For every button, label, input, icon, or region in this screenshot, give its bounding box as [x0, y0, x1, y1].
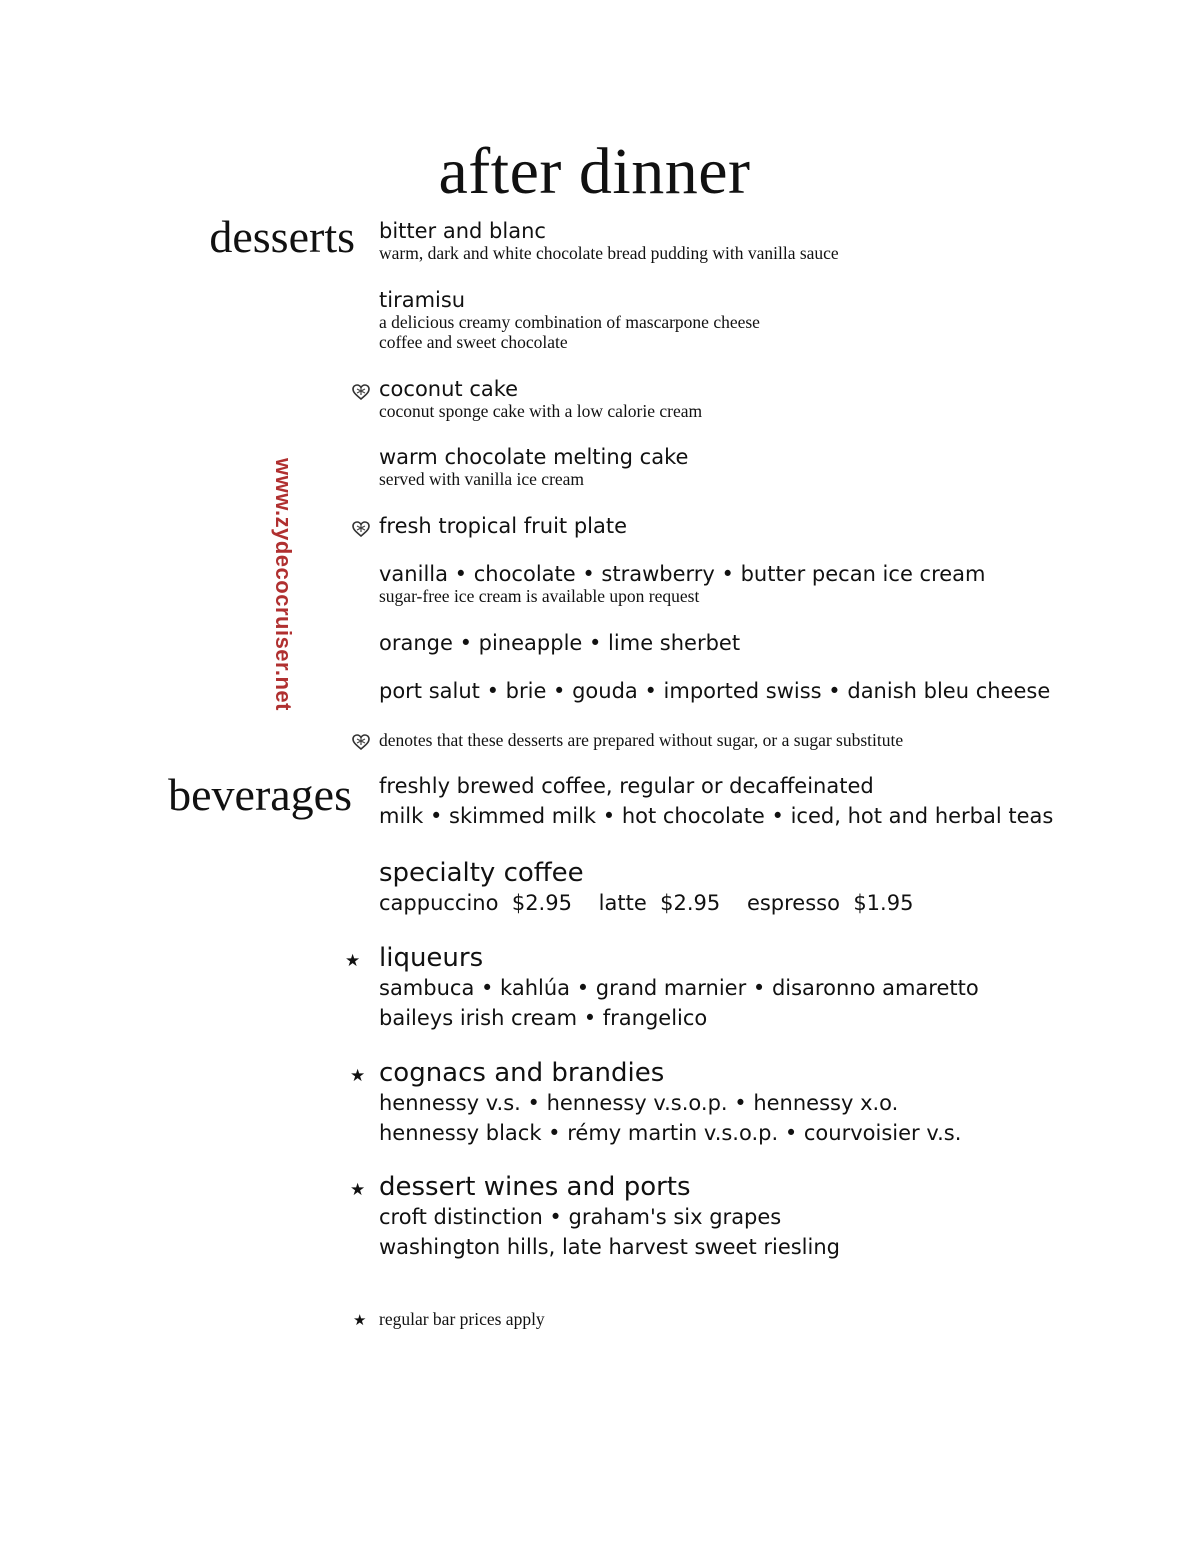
- desserts-footnote: denotes that these desserts are prepared without sugar, or a sugar substitute: [379, 730, 904, 750]
- beverage-line: sambuca • kahlúa • grand marnier • disaronno amaretto: [379, 976, 979, 1000]
- dessert-item: [379, 377, 702, 421]
- dessert-name: warm chocolate melting cake: [379, 445, 689, 469]
- dessert-name: fresh tropical fruit plate: [379, 514, 628, 538]
- beverage-group: [379, 943, 979, 1033]
- coffee-price: $2.95: [660, 891, 721, 915]
- dessert-item: [379, 562, 986, 606]
- coffee-name: cappuccino: [379, 891, 499, 915]
- specialty-coffee-prices: [379, 888, 913, 918]
- beverage-line: croft distinction • graham's six grapes: [379, 1205, 782, 1229]
- beverage-line: washington hills, late harvest sweet riesling: [379, 1235, 840, 1259]
- beverages-footnote: regular bar prices apply: [379, 1309, 545, 1329]
- page-title: after dinner: [438, 135, 751, 208]
- dessert-description: served with vanilla ice cream: [379, 469, 585, 489]
- dessert-item: [379, 445, 688, 489]
- dessert-description: a delicious creamy combination of mascarpone cheese: [379, 312, 760, 332]
- heart-icon: [352, 734, 370, 750]
- beverage-group-heading: liqueurs: [379, 943, 484, 973]
- beverage-line: milk • skimmed milk • hot chocolate • iced, hot and herbal teas: [379, 804, 1054, 828]
- dessert-name: vanilla • chocolate • strawberry • butter pecan ice cream: [379, 562, 986, 586]
- star-icon: ★: [350, 1180, 366, 1200]
- coffee-price: $2.95: [511, 891, 572, 915]
- star-icon: ★: [345, 951, 361, 971]
- specialty-coffee-heading: specialty coffee: [379, 858, 584, 888]
- beverage-line: hennessy black • rémy martin v.s.o.p. • courvoisier v.s.: [379, 1121, 962, 1145]
- beverage-group: [379, 1058, 961, 1148]
- dessert-item: [379, 679, 1050, 703]
- specialty-coffee: [379, 858, 913, 918]
- dessert-item: [379, 219, 839, 263]
- dessert-name: coconut cake: [379, 377, 519, 401]
- dessert-name: bitter and blanc: [379, 219, 546, 243]
- watermark: www.zydecocruiser.net: [271, 458, 296, 711]
- beverage-group-heading: cognacs and brandies: [379, 1058, 665, 1088]
- coffee-price: $1.95: [853, 891, 914, 915]
- coffee-name: latte: [598, 891, 647, 915]
- beverage-group: [379, 1172, 840, 1262]
- star-icon: ★: [353, 1311, 367, 1329]
- dessert-name: orange • pineapple • lime sherbet: [379, 631, 741, 655]
- dessert-item: [379, 288, 760, 352]
- dessert-description: sugar-free ice cream is available upon request: [379, 586, 700, 606]
- basic-beverages: [379, 771, 1053, 831]
- heart-icon: [352, 384, 370, 400]
- dessert-description: warm, dark and white chocolate bread pudding with vanilla sauce: [379, 243, 839, 263]
- star-icon: ★: [350, 1066, 366, 1086]
- dessert-description: coconut sponge cake with a low calorie cream: [379, 401, 703, 421]
- dessert-name: tiramisu: [379, 288, 466, 312]
- dessert-description: coffee and sweet chocolate: [379, 332, 568, 352]
- dessert-item: [379, 514, 627, 538]
- beverages-heading: beverages: [168, 769, 352, 820]
- dessert-item: [379, 631, 740, 655]
- dessert-name: port salut • brie • gouda • imported swiss • danish bleu cheese: [379, 679, 1051, 703]
- beverage-line: baileys irish cream • frangelico: [379, 1006, 708, 1030]
- heart-icon: [352, 521, 370, 537]
- beverage-group-heading: dessert wines and ports: [379, 1172, 691, 1202]
- beverage-line: hennessy v.s. • hennessy v.s.o.p. • hennessy x.o.: [379, 1091, 899, 1115]
- coffee-name: espresso: [746, 891, 840, 915]
- beverage-line: freshly brewed coffee, regular or decaffeinated: [379, 774, 874, 798]
- desserts-heading: desserts: [209, 211, 355, 262]
